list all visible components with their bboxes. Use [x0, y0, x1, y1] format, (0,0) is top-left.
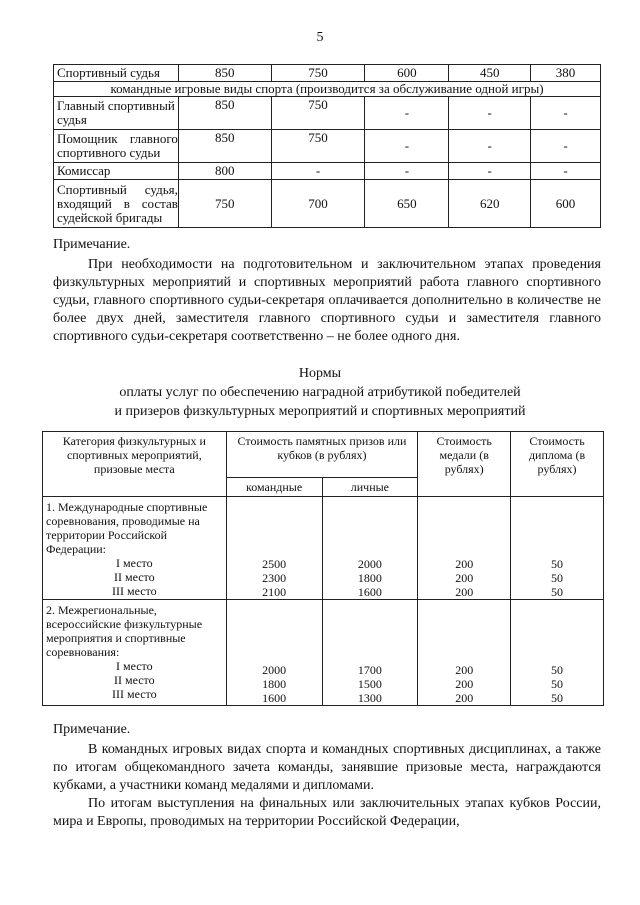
- cell: 450: [449, 65, 531, 82]
- cell: -: [365, 163, 449, 180]
- row-label: Спортивный судья, входящий в состав судейской бригады: [54, 180, 179, 228]
- section-header-row: [54, 82, 601, 97]
- row-label: Главный спортивный судья: [54, 97, 179, 130]
- cell: -: [365, 130, 449, 163]
- cell: 50: [551, 571, 564, 585]
- note-text: В командных игровых видах спорта и командных спортивных дисциплинах, а также по итогам общекомандного зачета команды, занявшие призовые места, награждаются кубками, а участники команд медалями и дипломами.: [53, 742, 601, 793]
- category-title: 1. Международные спортивные соревнования, проводимые на территории Российской Федерации:: [46, 500, 208, 556]
- cell: 600: [531, 180, 601, 228]
- place-label: I место: [116, 556, 153, 570]
- cell: 1600: [262, 691, 287, 705]
- diploma-values: [511, 600, 604, 706]
- cell: 850: [178, 130, 271, 163]
- row-label: Комиссар: [54, 163, 179, 180]
- cell: 50: [551, 677, 564, 691]
- cell: 2300: [262, 571, 287, 585]
- cell: 2000: [357, 557, 382, 571]
- header-category: Категория физкультурных и спортивных мероприятий, призовые места: [43, 432, 227, 497]
- cell: -: [531, 163, 601, 180]
- team-values: [226, 497, 322, 600]
- section-header: командные игровые виды спорта (производится за обслуживание одной игры): [54, 82, 601, 97]
- cell: -: [365, 97, 449, 130]
- note-text: По итогам выступления на финальных или заключительных этапах кубков России, мира и Европы, проводимых на территории Российской Федерации,: [53, 796, 601, 829]
- table-row: [54, 97, 601, 130]
- cell: 800: [178, 163, 271, 180]
- cell: 200: [455, 677, 474, 691]
- table-row: [43, 600, 604, 706]
- cell: 200: [455, 585, 474, 599]
- place-label: III место: [112, 687, 157, 701]
- place-label: II место: [114, 570, 155, 584]
- cell: 620: [449, 180, 531, 228]
- cell: 50: [551, 557, 564, 571]
- header-diploma: Стоимость диплома (в рублях): [511, 432, 604, 497]
- header-personal: личные: [322, 478, 418, 497]
- cell: 1600: [357, 585, 382, 599]
- cell: 2000: [262, 663, 287, 677]
- cell: 650: [365, 180, 449, 228]
- header-team: командные: [226, 478, 322, 497]
- cell: 380: [531, 65, 601, 82]
- header-prizes: Стоимость памятных призов или кубков (в рублях): [226, 432, 418, 478]
- cell: 850: [178, 65, 271, 82]
- diploma-values: [511, 497, 604, 600]
- cell: 700: [271, 180, 365, 228]
- cell: 2100: [262, 585, 287, 599]
- page-number: 5: [316, 30, 324, 45]
- place-label: III место: [112, 584, 157, 598]
- cell: 1500: [357, 677, 382, 691]
- cell: 1800: [357, 571, 382, 585]
- cell: 600: [365, 65, 449, 82]
- cell: -: [531, 130, 601, 163]
- table-row: [43, 497, 604, 600]
- heading-line: оплаты услуг по обеспечению наградной атрибутикой победителей: [119, 385, 521, 400]
- cell: 750: [271, 130, 365, 163]
- place-label: I место: [116, 659, 153, 673]
- cell: 50: [551, 691, 564, 705]
- medal-values: [418, 600, 511, 706]
- cell: 2500: [262, 557, 287, 571]
- referee-pay-table: [53, 64, 601, 228]
- cell: 1700: [357, 663, 382, 677]
- cell: -: [449, 130, 531, 163]
- category-title: 2. Межрегиональные, всероссийские физкультурные мероприятия и спортивные соревнования:: [46, 603, 203, 659]
- cell: -: [449, 97, 531, 130]
- table-row: [54, 130, 601, 163]
- cell: 1300: [357, 691, 382, 705]
- cell: 200: [455, 557, 474, 571]
- header-medals: Стоимость медали (в рублях): [418, 432, 511, 497]
- cell: 850: [178, 97, 271, 130]
- row-label: Спортивный судья: [54, 65, 179, 82]
- cell: -: [449, 163, 531, 180]
- note-title: Примечание.: [53, 722, 131, 737]
- table-row: [54, 180, 601, 228]
- personal-values: [322, 497, 418, 600]
- cell: 750: [271, 97, 365, 130]
- category-cell: [43, 497, 227, 600]
- note-text: При необходимости на подготовительном и заключительном этапах проведения физкультурных мероприятий и спортивных мероприятий работа главного спортивного судьи, главного спортивного судьи-секретаря оплачивается дополнительно в количестве не более двух дней, заместителя главного спортивного судьи и заместителя главного спортивного судьи-секретаря соответственно – не более одного дня.: [53, 257, 601, 344]
- award-norms-table: [42, 431, 604, 706]
- cell: 200: [455, 691, 474, 705]
- note-title: Примечание.: [53, 237, 131, 252]
- cell: 50: [551, 663, 564, 677]
- heading-line: и призеров физкультурных мероприятий и спортивных мероприятий: [114, 404, 526, 419]
- cell: 750: [271, 65, 365, 82]
- table-row: [54, 163, 601, 180]
- cell: 200: [455, 663, 474, 677]
- category-cell: [43, 600, 227, 706]
- cell: 1800: [262, 677, 287, 691]
- cell: -: [271, 163, 365, 180]
- medal-values: [418, 497, 511, 600]
- row-label: Помощник главного спортивного судьи: [54, 130, 179, 163]
- place-label: II место: [114, 673, 155, 687]
- cell: 50: [551, 585, 564, 599]
- team-values: [226, 600, 322, 706]
- table-row: [54, 65, 601, 82]
- heading-title: Нормы: [298, 366, 342, 381]
- cell: 750: [178, 180, 271, 228]
- personal-values: [322, 600, 418, 706]
- cell: -: [531, 97, 601, 130]
- cell: 200: [455, 571, 474, 585]
